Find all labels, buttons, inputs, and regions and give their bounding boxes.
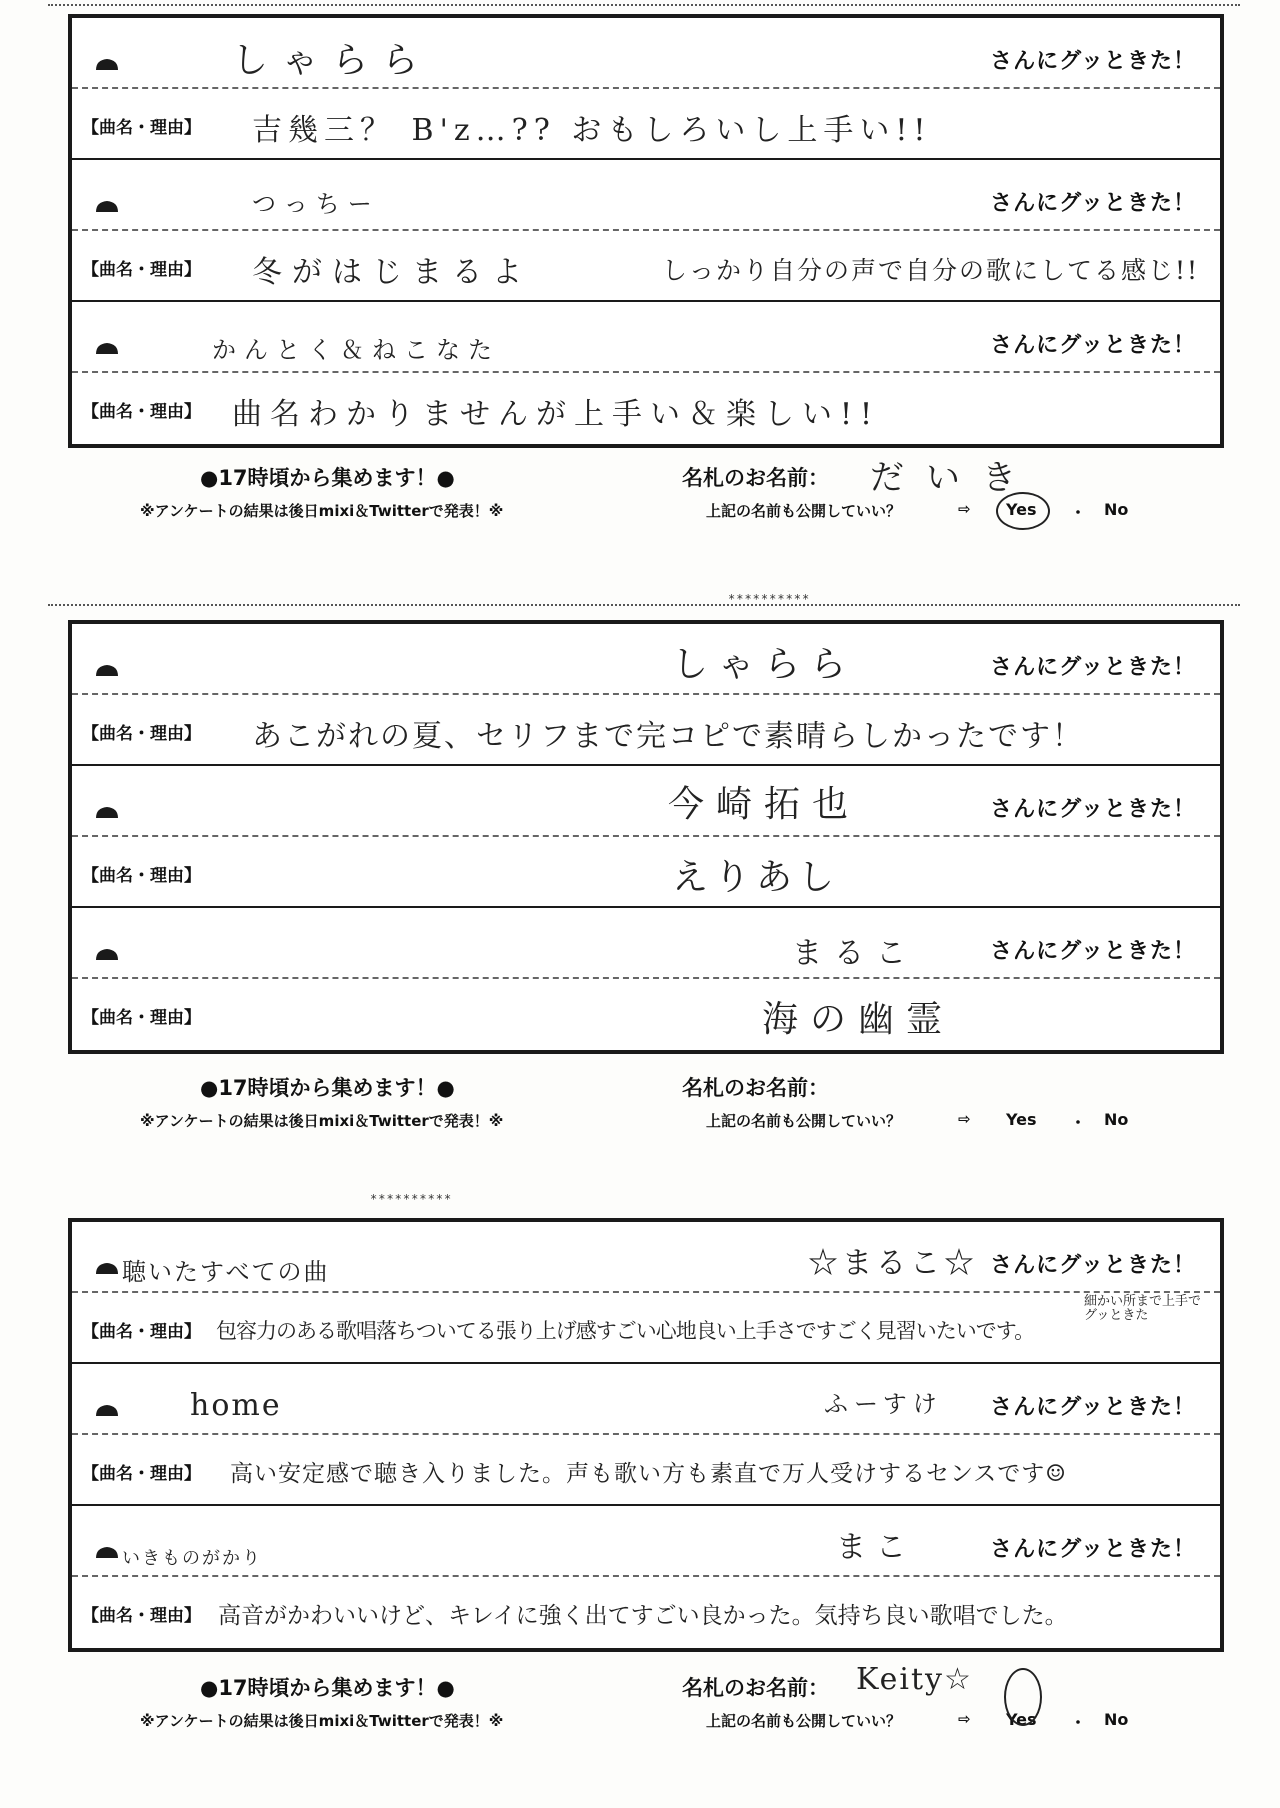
arrow-icon: ⇨ (958, 1710, 971, 1728)
song-reason-row (72, 89, 1220, 160)
card-footer (0, 1072, 1280, 1162)
name-tag-label: 名札のお名前： (682, 1076, 829, 1100)
song-reason-row (72, 837, 1220, 908)
song-reason-label: 【曲名・理由】 (82, 402, 201, 422)
no-option[interactable]: No (1104, 1110, 1129, 1129)
singer-row (72, 302, 1220, 373)
song-reason-extra: しっかり自分の声で自分の歌にしてる感じ!! (662, 256, 1200, 285)
good-label: さんにグッときた！ (990, 1537, 1196, 1562)
hat-icon (94, 1404, 120, 1417)
good-label: さんにグッときた！ (990, 333, 1196, 358)
song-reason-text: 海の幽霊 (762, 999, 955, 1040)
yes-option[interactable]: Yes (1006, 1110, 1037, 1129)
separator-dot: ・ (1070, 1713, 1087, 1732)
song-reason-row (72, 979, 1220, 1050)
yes-option[interactable]: Yes (1006, 1710, 1037, 1729)
song-reason-label: 【曲名・理由】 (82, 1606, 201, 1626)
singer-row (72, 908, 1220, 979)
cut-stars: ********** (728, 592, 811, 606)
arrow-icon: ⇨ (958, 500, 971, 518)
good-label: さんにグッときた！ (990, 797, 1196, 822)
singer-name: つっちー (252, 190, 380, 218)
song-title-text: home (190, 1388, 282, 1423)
hat-icon (94, 948, 120, 961)
song-reason-text: 曲名わかりませんが上手い＆楽しい!! (232, 397, 881, 432)
voter-name[interactable]: Keity☆ (856, 1662, 973, 1697)
singer-row (72, 160, 1220, 231)
cut-stars: ********** (370, 1192, 453, 1206)
cut-line (48, 592, 1240, 606)
good-label: さんにグッときた！ (990, 49, 1196, 74)
song-title-text: いきものがかり (122, 1548, 262, 1569)
good-label: さんにグッときた！ (990, 1253, 1196, 1278)
yes-option[interactable]: Yes (1006, 500, 1037, 519)
vote-card-2 (68, 620, 1224, 1054)
card-footer (0, 1662, 1280, 1762)
good-label: さんにグッときた！ (990, 939, 1196, 964)
public-question: 上記の名前も公開していい？ (706, 502, 902, 520)
singer-row (72, 624, 1220, 695)
song-reason-text: 吉幾三？ B'z…?? おもしろいし上手い!! (252, 113, 932, 148)
song-reason-note: 細かい所まで上手でグッときた (1084, 1294, 1202, 1323)
hat-icon (94, 1546, 120, 1559)
song-reason-text: えりあし (672, 857, 841, 898)
voter-name[interactable]: だいき (870, 458, 1038, 498)
singer-row (72, 1222, 1220, 1293)
separator-dot: ・ (1070, 503, 1087, 522)
song-reason-label: 【曲名・理由】 (82, 1464, 201, 1484)
no-option[interactable]: No (1104, 500, 1129, 519)
result-note: ※アンケートの結果は後日mixi＆Twitterで発表！※ (140, 1712, 504, 1730)
hat-icon (94, 200, 120, 213)
singer-name: しゃらら (232, 40, 433, 81)
singer-row (72, 766, 1220, 837)
hat-icon (94, 664, 120, 677)
hat-icon (94, 342, 120, 355)
yes-circle-mark (996, 492, 1050, 530)
singer-name: 今崎拓也 (668, 784, 861, 825)
singer-name: まるこ (792, 936, 918, 971)
name-tag-label: 名札のお名前： (682, 466, 829, 490)
separator-dot: ・ (1070, 1113, 1087, 1132)
song-reason-row (72, 1577, 1220, 1648)
song-reason-label: 【曲名・理由】 (82, 118, 201, 138)
good-label: さんにグッときた！ (990, 1395, 1196, 1420)
song-title-text: 聴いたすべての曲 (122, 1258, 330, 1286)
no-option[interactable]: No (1104, 1710, 1129, 1729)
singer-row (72, 1506, 1220, 1577)
vote-card-3 (68, 1218, 1224, 1652)
song-reason-row (72, 1293, 1220, 1364)
public-question: 上記の名前も公開していい？ (706, 1112, 902, 1130)
result-note: ※アンケートの結果は後日mixi＆Twitterで発表！※ (140, 1112, 504, 1130)
song-reason-text: 冬がはじまるよ (252, 255, 532, 290)
collect-time-text: ●17時頃から集めます！● (200, 1676, 455, 1700)
good-label: さんにグッときた！ (990, 655, 1196, 680)
song-reason-text: 高い安定感で聴き入りました。声も歌い方も素直で万人受けするセンスです☺ (230, 1461, 1067, 1487)
song-reason-row (72, 231, 1220, 302)
song-reason-row (72, 1435, 1220, 1506)
yes-circle-mark (1004, 1668, 1042, 1726)
card-footer (0, 458, 1280, 552)
singer-row (72, 18, 1220, 89)
singer-name: ふーすけ (824, 1390, 943, 1418)
cut-line (48, 4, 1240, 6)
hat-icon (94, 1262, 120, 1275)
song-reason-label: 【曲名・理由】 (82, 260, 201, 280)
singer-name: かんとく＆ねこなた (212, 336, 500, 364)
good-label: さんにグッときた！ (990, 191, 1196, 216)
song-reason-row (72, 373, 1220, 444)
collect-time-text: ●17時頃から集めます！● (200, 466, 455, 490)
singer-name: まこ (836, 1530, 916, 1565)
name-tag-label: 名札のお名前： (682, 1676, 829, 1700)
song-reason-label: 【曲名・理由】 (82, 1322, 201, 1342)
song-reason-text: 高音がかわいいけど、キレイに強く出てすごい良かった。気持ち良い歌唱でした。 (218, 1603, 1068, 1629)
singer-row (72, 1364, 1220, 1435)
collect-time-text: ●17時頃から集めます！● (200, 1076, 455, 1100)
song-reason-row (72, 695, 1220, 766)
song-reason-label: 【曲名・理由】 (82, 724, 201, 744)
song-reason-label: 【曲名・理由】 (82, 1008, 201, 1028)
song-reason-text: 包容力のある歌唱落ちついてる張り上げ感すごい心地良い上手さですごく見習いたいです。 (216, 1319, 1035, 1343)
singer-name: しゃらら (672, 644, 857, 685)
singer-name: ☆まるこ☆ (808, 1246, 978, 1281)
arrow-icon: ⇨ (958, 1110, 971, 1128)
song-reason-label: 【曲名・理由】 (82, 866, 201, 886)
hat-icon (94, 806, 120, 819)
result-note: ※アンケートの結果は後日mixi＆Twitterで発表！※ (140, 502, 504, 520)
vote-card-1 (68, 14, 1224, 448)
public-question: 上記の名前も公開していい？ (706, 1712, 902, 1730)
song-reason-text: あこがれの夏、セリフまで完コピで素晴らしかったです！ (252, 719, 1084, 754)
hat-icon (94, 58, 120, 71)
